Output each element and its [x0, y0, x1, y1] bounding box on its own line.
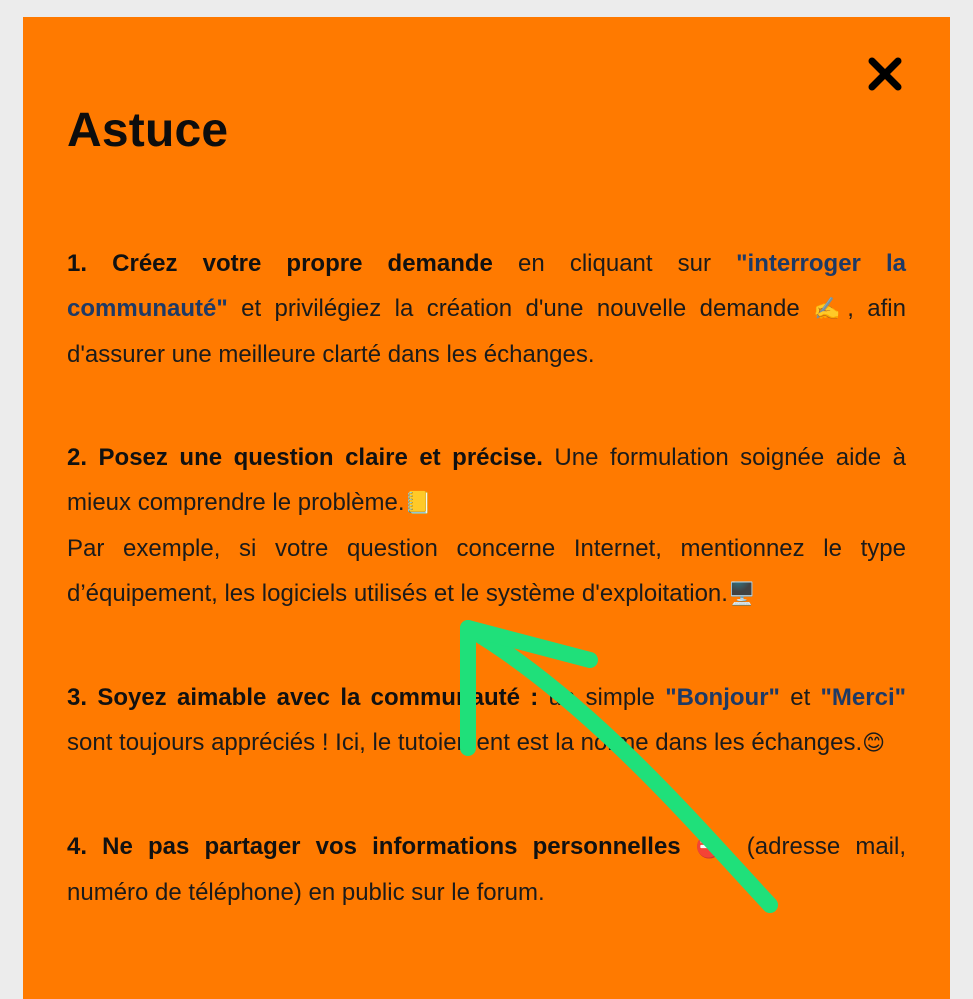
desktop-computer-icon: 🖥️ — [727, 582, 756, 607]
tip-2 — [67, 435, 906, 617]
tips-list — [67, 241, 906, 973]
close-button[interactable] — [868, 57, 902, 91]
tip-modal — [23, 17, 950, 999]
modal-title: Astuce — [67, 104, 229, 157]
tip-2-example: Par exemple, si votre question concerne Internet, mentionnez le type d’équipement, les logiciels utilisés et le système d'exploitation. — [67, 535, 906, 607]
tip-3-text-c: sont toujours appréciés ! Ici, le tutoiement est la norme dans les échanges. — [67, 729, 863, 756]
ask-community-link[interactable]: "interroger la communauté" — [67, 250, 907, 322]
smiling-face-icon: 😊 — [862, 731, 886, 756]
tip-3-text-a: un simple — [538, 684, 666, 711]
tip-2-text: Une formulation soignée aide à mieux comprendre le problème. — [67, 444, 907, 516]
writing-hand-icon: ✍️ — [813, 297, 848, 322]
tip-2-number: 2. — [67, 444, 88, 471]
notebook-icon: 📒 — [404, 491, 432, 516]
tip-3-heading: Soyez aimable avec la communauté : — [97, 684, 539, 711]
tip-4-heading: Ne pas partager vos informations personnelles — [102, 833, 681, 860]
close-icon — [868, 57, 902, 91]
tip-3-text-b: et — [779, 684, 821, 711]
merci-text: "Merci" — [820, 684, 906, 711]
tip-2-heading: Posez une question claire et précise. — [98, 444, 543, 471]
tip-3-number: 3. — [67, 684, 88, 711]
tip-1 — [67, 241, 906, 377]
tip-1-text-b: et privilégiez la création d'une nouvelle demande — [227, 295, 814, 322]
tip-4-text: (adresse mail, numéro de téléphone) en public sur le forum. — [67, 833, 906, 906]
tip-4-number: 4. — [67, 833, 88, 860]
tip-4 — [67, 824, 906, 915]
bonjour-text: "Bonjour" — [665, 684, 780, 711]
tip-1-text-a: en cliquant sur — [492, 250, 737, 277]
tip-1-number: 1. — [67, 250, 88, 277]
tip-3 — [67, 675, 906, 766]
tip-1-heading: Créez votre propre demande — [112, 250, 493, 277]
no-entry-icon: ⛔ — [695, 835, 732, 860]
tip-1-text-c: , afin d'assurer une meilleure clarté dans les échanges. — [67, 295, 906, 368]
